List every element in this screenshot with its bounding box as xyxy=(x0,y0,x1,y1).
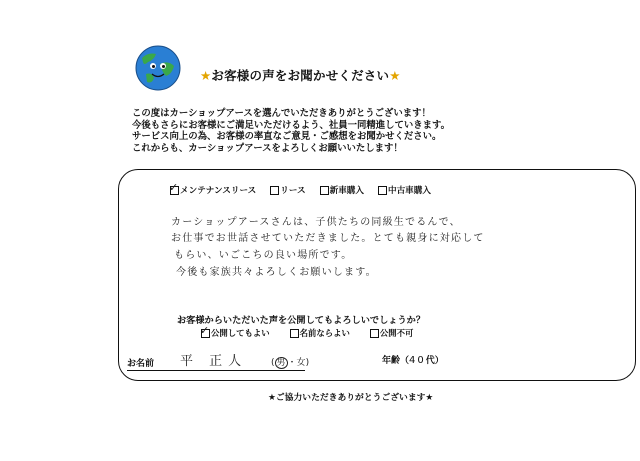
comment-line: 今後も家族共々よろしくお願いします。 xyxy=(176,267,377,278)
comment-line: カーショップアースさんは、子供たちの同級生でるんで、 xyxy=(171,217,461,228)
checkbox-icon[interactable] xyxy=(378,186,387,195)
consent-options xyxy=(201,327,413,339)
gender-male-circled[interactable]: 男 xyxy=(276,358,286,368)
checkbox-checked-icon[interactable] xyxy=(170,186,179,195)
name-label: お名前 xyxy=(127,359,155,369)
thanks-footer: ★ご協力いただきありがとうございます★ xyxy=(268,393,434,403)
consent-option-name-only[interactable]: 名前ならよい xyxy=(290,327,350,339)
intro-line: これからも、カーショップアースをよろしくお願いいたします！ xyxy=(132,142,403,154)
title-text: お客様の声をお聞かせください xyxy=(211,68,390,83)
intro-paragraph xyxy=(132,108,450,154)
comment-line: お仕事でお世話させていただきました。とても親身に対応して xyxy=(171,233,485,244)
service-option-maintenance-lease[interactable]: ✓ メンテナンスリース xyxy=(170,184,256,196)
intro-line: 今後もさらにお客様にご満足いただけるよう、社員一同精進していきます。 xyxy=(132,119,451,131)
name-underline xyxy=(127,370,305,371)
age-value: 40 xyxy=(409,355,426,366)
page-title xyxy=(200,66,401,84)
comment-line: もらい、いごこちの良い場所です。 xyxy=(174,250,353,261)
checkbox-checked-icon[interactable] xyxy=(201,329,210,338)
checkbox-icon[interactable] xyxy=(320,186,329,195)
age-suffix: 代 xyxy=(425,356,435,366)
name-value: 平 正人 xyxy=(180,354,248,369)
service-option-new-car[interactable]: 新車購入 xyxy=(320,184,364,196)
checkbox-icon[interactable] xyxy=(270,186,279,195)
earth-mascot-logo xyxy=(134,44,182,92)
consent-option-private[interactable]: 公開不可 xyxy=(370,327,414,339)
age-field: 年齢（40代） xyxy=(382,355,444,366)
checkbox-icon[interactable] xyxy=(370,329,379,338)
service-option-lease[interactable]: リース xyxy=(270,184,305,196)
checkbox-icon[interactable] xyxy=(290,329,299,338)
intro-line: サービス向上の為、お客様の率直なご意見・ご感想をお聞かせください。 xyxy=(132,131,442,143)
consent-question: お客様からいただいた声を公開してもよろしいでしょうか？ xyxy=(177,315,426,326)
gender-field[interactable]: ( 男 ・女) xyxy=(271,358,310,368)
service-option-used-car[interactable]: 中古車購入 xyxy=(378,184,431,196)
age-label: 年齢 xyxy=(382,356,401,366)
star-icon: ★ xyxy=(389,68,401,83)
star-icon: ★ xyxy=(200,68,212,83)
gender-separator: ・ xyxy=(287,358,297,368)
gender-female[interactable]: 女 xyxy=(296,358,306,368)
service-options xyxy=(170,184,431,196)
consent-option-public[interactable]: ✓ 公開してもよい xyxy=(201,327,270,339)
intro-line: この度はカーショップアースを選んでいただきありがとうございます！ xyxy=(132,108,431,119)
